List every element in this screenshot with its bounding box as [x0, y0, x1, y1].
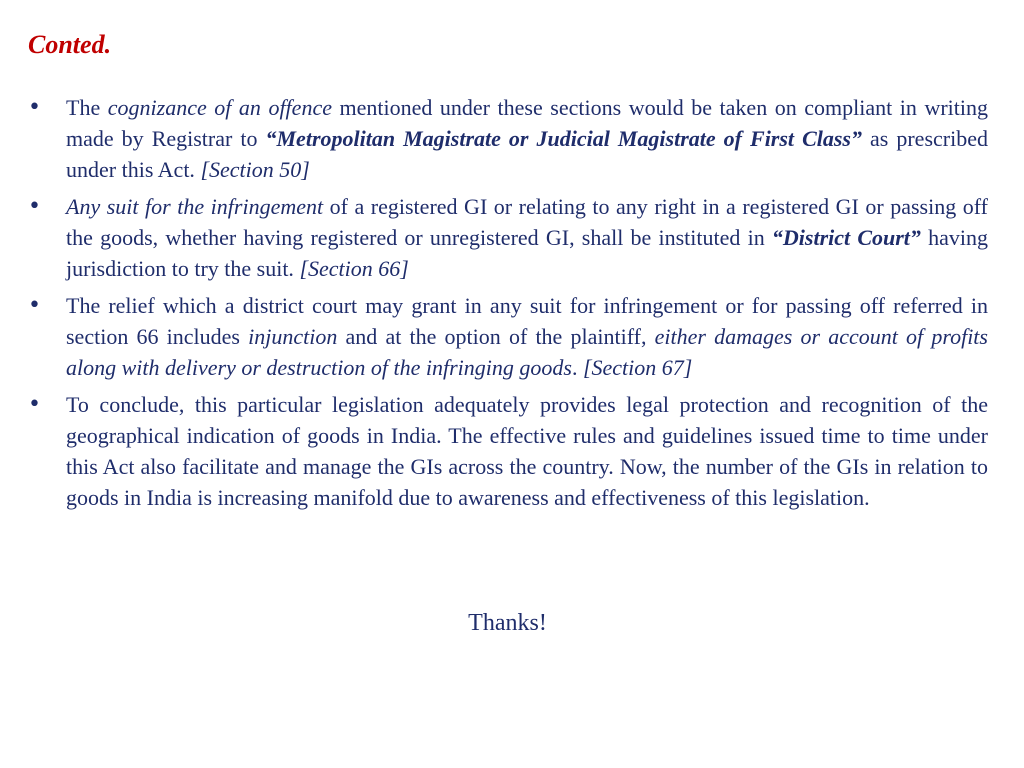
text-segment: and at the option of the plaintiff,	[337, 324, 655, 349]
closing-thanks: Thanks!	[468, 610, 547, 636]
text-segment: of a registered GI or relating to any right in a registered GI or passing off the goods, whether having registered or unregistered GI, shall be instituted in	[66, 194, 989, 250]
bullet-dot-icon: •	[28, 293, 41, 318]
bullet-dot-icon: •	[28, 95, 41, 120]
text-segment: .	[571, 355, 583, 380]
bullet-dot-icon: •	[28, 392, 41, 417]
text-segment: injunction	[248, 324, 338, 349]
bullet-item	[28, 92, 988, 185]
text-segment: “Metropolitan Magistrate or Judicial Magistrate of First Class”	[265, 126, 862, 151]
bullet-item	[28, 389, 988, 513]
text-segment: Any suit for the infringement	[66, 194, 324, 219]
bullet-item	[28, 290, 988, 383]
text-segment: To conclude, this particular legislation adequately provides legal protection and recognition of the geographical indication of goods in India. The effective rules and guidelines issued time to time under this Act also facilitate and manage the GIs across the country. Now, the number of the GIs in relation to goods in India is increasing manifold due to awareness and effectiveness of this legislation.	[66, 392, 988, 510]
bullet-text	[66, 191, 988, 284]
bullet-text	[66, 92, 988, 185]
section-reference: [Section 66]	[299, 256, 409, 281]
section-reference: [Section 67]	[582, 355, 693, 380]
text-segment: “District Court”	[771, 225, 921, 250]
text-segment: mentioned under these sections would be taken on compliant in writing made by Registrar to	[66, 95, 988, 151]
text-segment: cognizance of an offence	[107, 95, 332, 120]
bullet-list	[28, 92, 988, 519]
text-segment: having jurisdiction to try the suit.	[66, 225, 988, 281]
bullet-item	[28, 191, 988, 284]
text-segment: either damages or account of profits along with delivery or destruction of the infringing goods	[66, 324, 988, 380]
bullet-text	[66, 290, 988, 383]
section-reference: [Section 50]	[200, 157, 310, 182]
bullet-text	[66, 389, 988, 513]
text-segment: The	[66, 95, 108, 120]
text-segment: as prescribed under this Act.	[66, 126, 988, 182]
text-segment: The relief which a district court may grant in any suit for infringement or for passing off referred in section 66 includes	[66, 293, 988, 349]
slide-title: Conted.	[28, 30, 112, 59]
bullet-dot-icon: •	[28, 194, 41, 219]
